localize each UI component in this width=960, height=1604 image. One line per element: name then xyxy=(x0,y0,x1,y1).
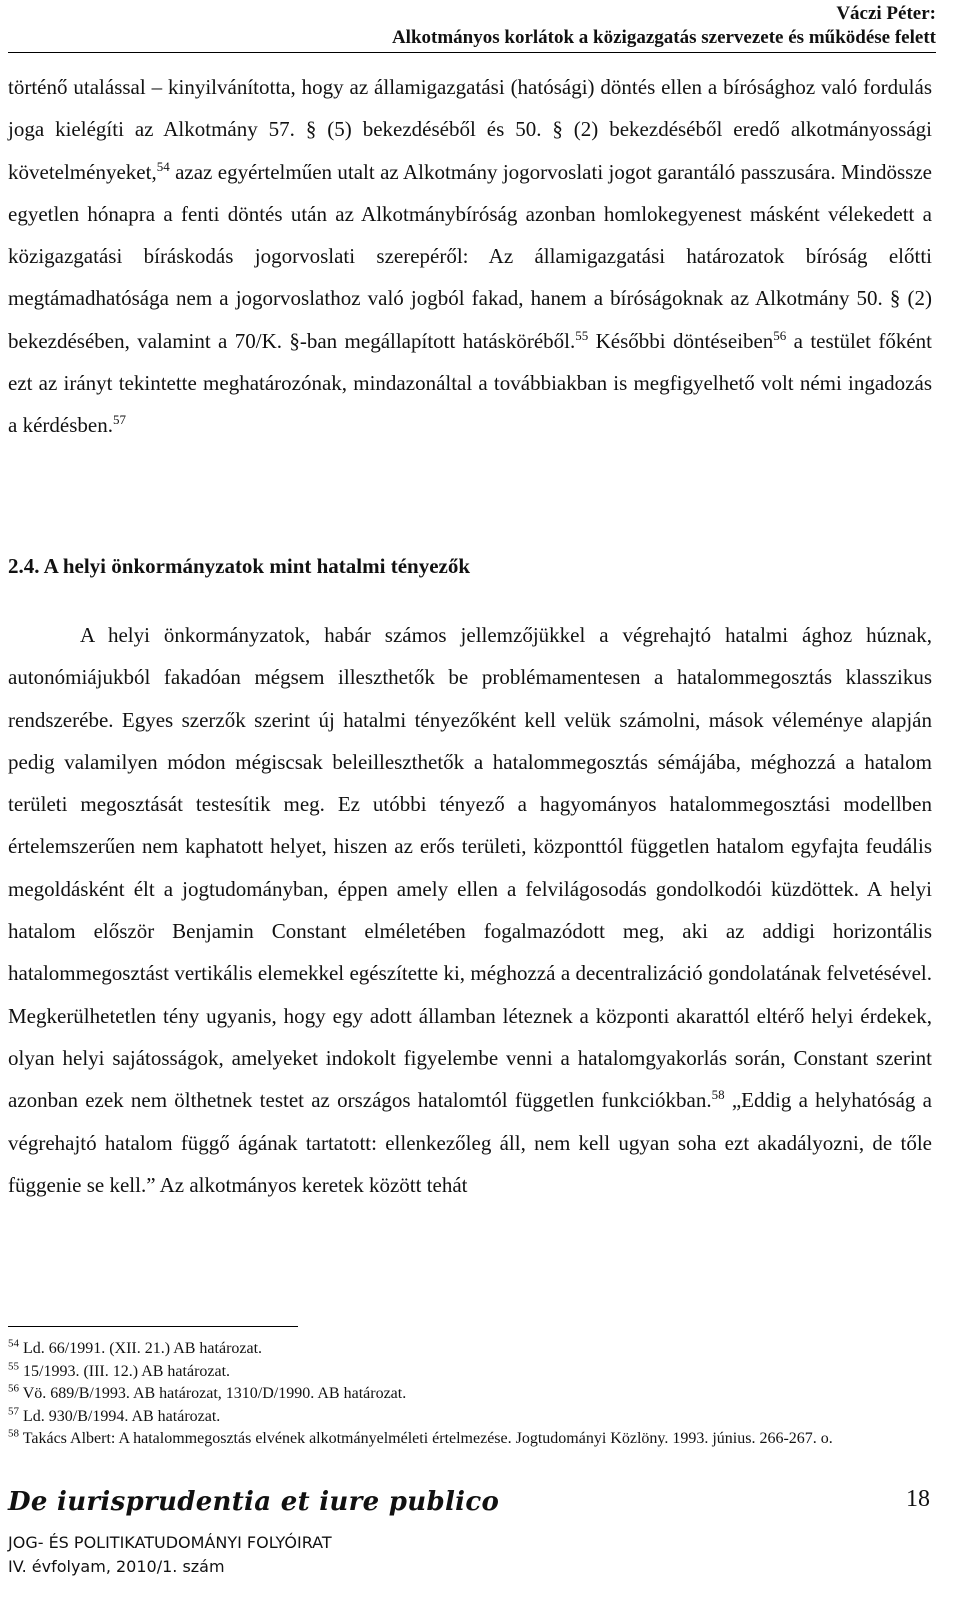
journal-issue: IV. évfolyam, 2010/1. szám xyxy=(8,1557,225,1576)
running-header xyxy=(392,2,936,50)
footnote-text: Vö. 689/B/1993. AB határozat, 1310/D/1990. AB határozat. xyxy=(19,1385,407,1403)
footnote xyxy=(8,1428,932,1451)
paragraph-1 xyxy=(8,66,932,447)
footnote-ref-55[interactable]: 55 xyxy=(575,327,589,343)
footnote-ref-57[interactable]: 57 xyxy=(112,412,126,428)
footnote-number: 54 xyxy=(8,1337,19,1350)
journal-title: De iurisprudentia et iure publico xyxy=(8,1487,500,1517)
footnote xyxy=(8,1383,932,1406)
footnote-number: 58 xyxy=(8,1428,19,1441)
section-heading: 2.4. A helyi önkormányzatok mint hatalmi tényezők xyxy=(8,554,471,578)
header-divider xyxy=(8,52,936,53)
footnote-text: Takács Albert: A hatalommegosztás elvének alkotmányelméleti értelmezése. Jogtudományi Közlöny. 1993. június. 266-267. o. xyxy=(19,1430,833,1448)
footnote-ref-58[interactable]: 58 xyxy=(711,1087,725,1103)
text-segment: történő utalással – kinyilvánította, hogy az államigazgatási (hatósági) döntés ellen a bírósághoz való fordulás joga kielégíti az Alkotmány 57. § (5) bekezdéséből és 50. § (2) bekezdéséből eredő alkotmányossági követelményeket, xyxy=(8,75,932,184)
footnote-number: 56 xyxy=(8,1382,19,1395)
footnote-number: 57 xyxy=(8,1405,19,1418)
footnote-number: 55 xyxy=(8,1360,19,1373)
journal-footer xyxy=(8,1484,499,1579)
text-segment: „Eddig a helyhatóság a végrehajtó hatalom függő ágának tartatott: ellenkezőleg áll, nem kell ugyan soha ezt akadályozni, de tőle függenie se kell.” Az alkotmányos keretek között tehát xyxy=(8,1088,932,1197)
paragraph-2 xyxy=(8,614,932,1206)
footnote-ref-56[interactable]: 56 xyxy=(773,327,787,343)
page-number: 18 xyxy=(906,1486,930,1512)
footnote-ref-54[interactable]: 54 xyxy=(156,158,170,174)
header-title: Alkotmányos korlátok a közigazgatás szervezete és működése felett xyxy=(391,27,936,48)
paragraph-continuation xyxy=(8,66,932,447)
footnote xyxy=(8,1338,932,1361)
footnote xyxy=(8,1361,932,1384)
footnote-divider xyxy=(8,1326,298,1327)
footnotes xyxy=(8,1338,932,1451)
header-author: Váczi Péter: xyxy=(836,3,936,24)
footnote-text: 15/1993. (III. 12.) AB határozat. xyxy=(19,1362,231,1380)
text-segment: a testület főként ezt az irányt tekintette meghatározónak, mindazonáltal a továbbiakban is megfigyelhető volt némi ingadozás a kérdésben. xyxy=(8,328,933,438)
text-segment: Későbbi döntéseiben xyxy=(588,328,774,353)
footnote-text: Ld. 930/B/1994. AB határozat. xyxy=(19,1407,221,1425)
footnote-text: Ld. 66/1991. (XII. 21.) AB határozat. xyxy=(19,1340,263,1357)
section-body xyxy=(8,614,932,1206)
journal-subtitle: JOG- ÉS POLITIKATUDOMÁNYI FOLYÓIRAT xyxy=(8,1533,332,1552)
text-segment: A helyi önkormányzatok, habár számos jellemzőjükkel a végrehajtó hatalmi ághoz húznak, autonómiájukból fakadóan mégsem illeszthetők be problémamentesen a hatalommegosztás klasszikus rendszerébe. Egyes szerzők szerint új hatalmi tényezőként kell velük számolni, mások véleménye alapján pedig valamilyen módon mégiscsak beleilleszthetők a hatalommegosztás sémájába, méghozzá a hatalom területi megosztását testesítik meg. Ez utóbbi tényező a hagyományos hatalommegosztási modellben értelemszerűen nem kaphatott helyet, hiszen az erős területi, központtól független hatalom egyfajta feudális megoldásként élt a jogtudományban, éppen amely ellen a felvilágosodás gondolkodói küzdöttek. A helyi hatalom először Benjamin Constant elméletében fogalmazódott meg, aki az addigi horizontális hatalommegosztást vertikális elemekkel egészítette ki, méghozzá a decentralizáció gondolatának felvetésével. Megkerülhetetlen tény ugyanis, hogy egy adott államban léteznek a központi akarattól eltérő helyi érdekek, olyan helyi sajátosságok, amelyeket indokolt figyelembe venni a hatalomgyakorlás során, Constant szerint azonban ezek nem ölthetnek testet az országos hatalomtól független funkciókban. xyxy=(8,623,932,1113)
text-segment: azaz egyértelműen utalt az Alkotmány jogorvoslati jogot garantáló passzusára. Mindössze egyetlen hónapra a fenti döntés után az Alkotmánybíróság azonban homlokegyenest másként vélekedett a közigazgatási bíráskodás jogorvoslati szerepéről: Az államigazgatási határozatok bíróság előtti megtámadhatósága nem a jogorvoslathoz való jogból fakad, hanem a bíróságoknak az Alkotmány 50. § (2) bekezdésében, valamint a 70/K. §-ban megállapított hatásköréből. xyxy=(8,159,932,353)
footnote xyxy=(8,1406,932,1429)
